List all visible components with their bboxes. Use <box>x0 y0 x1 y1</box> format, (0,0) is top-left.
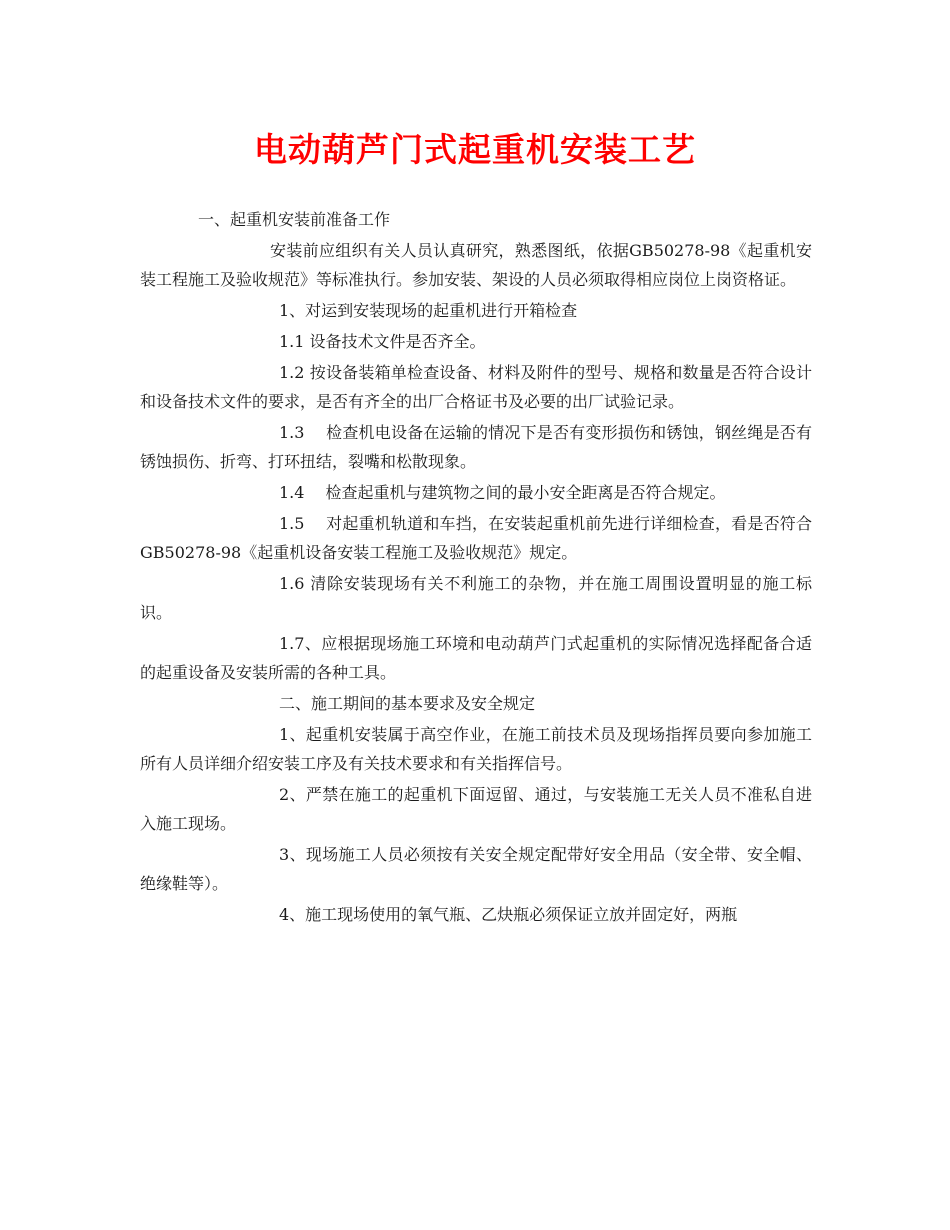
paragraph: 1、对运到安装现场的起重机进行开箱检查 <box>279 301 578 320</box>
paragraph: 1.6 清除安装现场有关不利施工的杂物，并在施工周围设置明显的施工标识。 <box>140 574 812 622</box>
paragraph: 4、施工现场使用的氧气瓶、乙炔瓶必须保证立放并固定好，两瓶 <box>279 905 738 924</box>
paragraph: 1.4 检查起重机与建筑物之间的最小安全距离是否符合规定。 <box>279 483 726 502</box>
section-heading: 二、施工期间的基本要求及安全规定 <box>279 694 536 713</box>
paragraph: 1.2 按设备装箱单检查设备、材料及附件的型号、规格和数量是否符合设计和设备技术文件的要求，是否有齐全的出厂合格证书及必要的出厂试验记录。 <box>140 363 812 411</box>
paragraph: 1.7、应根据现场施工环境和电动葫芦门式起重机的实际情况选择配备合适的起重设备及安装所需的各种工具。 <box>140 634 812 682</box>
paragraph: 安装前应组织有关人员认真研究，熟悉图纸，依据GB50278-98《起重机安装工程施工及验收规范》等标准执行。参加安装、架设的人员必须取得相应岗位上岗资格证。 <box>140 241 812 289</box>
document-body <box>140 205 812 931</box>
paragraph: 1、起重机安装属于高空作业，在施工前技术员及现场指挥员要向参加施工所有人员详细介绍安装工序及有关技术要求和有关指挥信号。 <box>140 725 812 773</box>
paragraph: 1.5 对起重机轨道和车挡，在安装起重机前先进行详细检查，看是否符合GB50278-98《起重机设备安装工程施工及验收规范》规定。 <box>140 514 812 562</box>
section-heading: 一、起重机安装前准备工作 <box>198 210 391 229</box>
document-title: 电动葫芦门式起重机安装工艺 <box>254 130 696 169</box>
paragraph: 2、严禁在施工的起重机下面逗留、通过，与安装施工无关人员不准私自进入施工现场。 <box>140 785 812 833</box>
paragraph: 3、现场施工人员必须按有关安全规定配带好安全用品（安全带、安全帽、绝缘鞋等）。 <box>140 845 812 893</box>
paragraph: 1.1 设备技术文件是否齐全。 <box>279 332 486 351</box>
paragraph: 1.3 检查机电设备在运输的情况下是否有变形损伤和锈蚀，钢丝绳是否有锈蚀损伤、折弯、打环扭结，裂嘴和松散现象。 <box>140 423 812 471</box>
